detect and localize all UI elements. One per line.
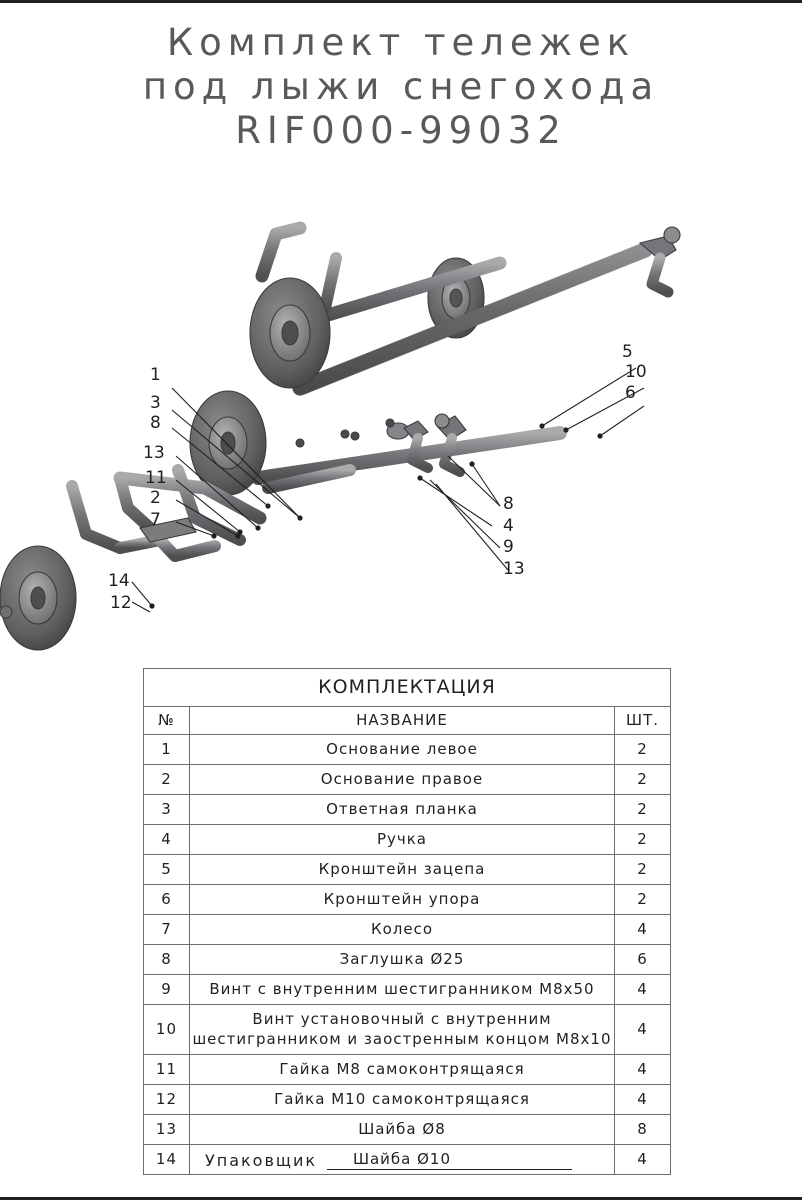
table-row — [144, 945, 671, 975]
row-qty: 4 — [615, 1055, 671, 1085]
table-row — [144, 765, 671, 795]
table-row — [144, 915, 671, 945]
row-qty: 8 — [615, 1115, 671, 1145]
row-number: 5 — [144, 855, 190, 885]
row-number: 6 — [144, 885, 190, 915]
table-row — [144, 735, 671, 765]
table-row — [144, 825, 671, 855]
table-header-row — [144, 707, 671, 735]
row-qty: 4 — [615, 1005, 671, 1055]
row-number: 14 — [144, 1145, 190, 1175]
packer-signature-field — [205, 1151, 572, 1170]
row-number: 3 — [144, 795, 190, 825]
table-row — [144, 1005, 671, 1055]
row-qty: 2 — [615, 765, 671, 795]
row-name: Ответная планка — [189, 795, 614, 825]
packer-signature-line[interactable] — [327, 1154, 572, 1170]
table-row — [144, 1055, 671, 1085]
row-qty: 2 — [615, 855, 671, 885]
callout-12: 12 — [110, 593, 132, 613]
callout-9: 9 — [503, 537, 514, 557]
table-row — [144, 1115, 671, 1145]
row-number: 4 — [144, 825, 190, 855]
row-name: Кронштейн зацепа — [189, 855, 614, 885]
table-row — [144, 795, 671, 825]
row-qty: 2 — [615, 825, 671, 855]
callout-10: 10 — [625, 362, 647, 382]
row-qty: 2 — [615, 885, 671, 915]
row-number: 12 — [144, 1085, 190, 1115]
row-number: 1 — [144, 735, 190, 765]
table-row — [144, 1085, 671, 1115]
callout-8: 8 — [150, 413, 161, 433]
assembly-illustration — [0, 188, 802, 658]
row-name: Заглушка Ø25 — [189, 945, 614, 975]
title-line-1: Комплект тележек — [166, 21, 636, 64]
row-qty: 4 — [615, 915, 671, 945]
row-number: 10 — [144, 1005, 190, 1055]
row-name: Основание правое — [189, 765, 614, 795]
row-qty: 6 — [615, 945, 671, 975]
row-name: Колесо — [189, 915, 614, 945]
row-qty: 2 — [615, 735, 671, 765]
bom-table — [143, 668, 671, 1175]
row-name: Кронштейн упора — [189, 885, 614, 915]
callout-13: 13 — [143, 443, 165, 463]
header-number: № — [144, 707, 190, 735]
callout-3: 3 — [150, 393, 161, 413]
table-row — [144, 885, 671, 915]
row-name: Гайка М8 самоконтрящаяся — [189, 1055, 614, 1085]
row-name: Винт установочный с внутренним шестигранником и заостренным концом М8х10 — [189, 1005, 614, 1055]
row-number: 8 — [144, 945, 190, 975]
callout-4: 4 — [503, 516, 514, 536]
callout-14: 14 — [108, 571, 130, 591]
row-number: 2 — [144, 765, 190, 795]
row-number: 11 — [144, 1055, 190, 1085]
exploded-cart-lower — [0, 391, 560, 650]
row-number: 7 — [144, 915, 190, 945]
assembled-cart-upper — [250, 227, 680, 388]
row-name: Основание левое — [189, 735, 614, 765]
callout-5: 5 — [622, 342, 633, 362]
row-qty: 4 — [615, 1145, 671, 1175]
title-line-2: под лыжи снегохода — [142, 65, 660, 108]
row-name: Шайба Ø10 — [189, 1145, 614, 1175]
page-title — [0, 21, 802, 153]
row-qty: 4 — [615, 1085, 671, 1115]
components-table — [143, 668, 671, 1175]
row-qty: 4 — [615, 975, 671, 1005]
title-line-3: RIF000-99032 — [235, 109, 567, 152]
row-name: Ручка — [189, 825, 614, 855]
header-qty: ШТ. — [615, 707, 671, 735]
row-name: Винт с внутренним шестигранником М8х50 — [189, 975, 614, 1005]
row-number: 13 — [144, 1115, 190, 1145]
row-name: Гайка М10 самоконтрящаяся — [189, 1085, 614, 1115]
callout-1: 1 — [150, 365, 161, 385]
table-row — [144, 975, 671, 1005]
table-caption: КОМПЛЕКТАЦИЯ — [144, 669, 671, 707]
callout-7: 7 — [150, 510, 161, 530]
callout-11: 11 — [145, 468, 167, 488]
table-caption-row — [144, 669, 671, 707]
row-number: 9 — [144, 975, 190, 1005]
row-name: Шайба Ø8 — [189, 1115, 614, 1145]
packer-label: Упаковщик — [205, 1151, 318, 1170]
table-row — [144, 855, 671, 885]
callout-2: 2 — [150, 488, 161, 508]
callout-13b: 13 — [503, 559, 525, 579]
header-name: НАЗВАНИЕ — [189, 707, 614, 735]
callout-6: 6 — [625, 383, 636, 403]
row-qty: 2 — [615, 795, 671, 825]
callout-8b: 8 — [503, 494, 514, 514]
